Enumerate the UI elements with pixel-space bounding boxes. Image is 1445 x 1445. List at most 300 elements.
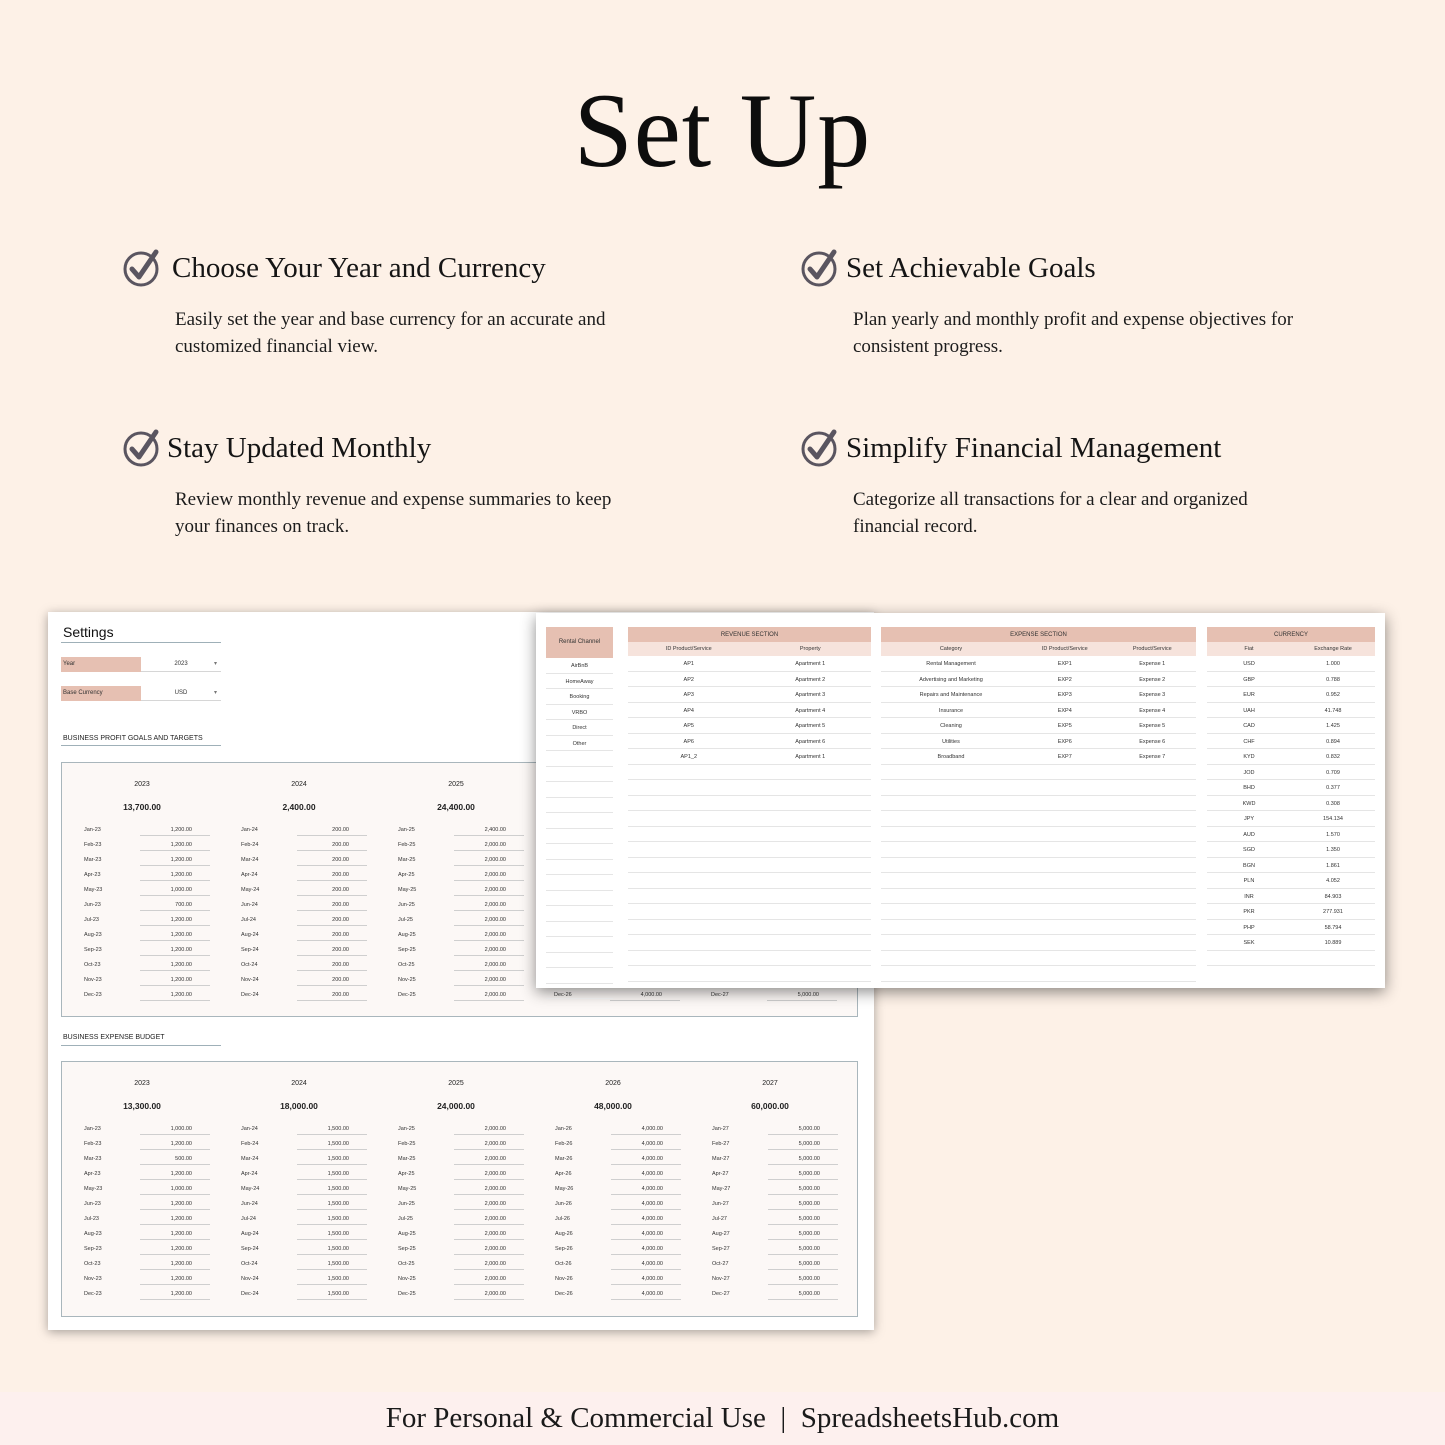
table-cell[interactable]: EXP7 (1057, 754, 1072, 760)
table-cell[interactable] (1021, 811, 1109, 826)
month-value[interactable]: 5,000.00 (798, 1201, 820, 1207)
table-cell[interactable]: 41.748 (1324, 707, 1342, 714)
table-cell[interactable] (881, 873, 1021, 888)
table-cell[interactable]: EXP2 (1057, 676, 1072, 683)
year-column (62, 763, 222, 1013)
table-cell[interactable] (546, 953, 613, 968)
month-value[interactable]: 1,200.00 (170, 992, 192, 998)
table-cell[interactable]: 1.861 (1326, 862, 1340, 869)
table-cell[interactable]: KWD (1242, 800, 1256, 807)
table-cell[interactable] (628, 889, 750, 904)
month-value[interactable]: 200.00 (332, 902, 349, 908)
table-cell[interactable]: Other (572, 740, 587, 747)
table-cell[interactable]: GBP (1243, 676, 1255, 683)
table-cell[interactable]: Apartment 4 (795, 707, 826, 714)
table-cell[interactable] (750, 765, 872, 780)
month-value[interactable]: 5,000.00 (798, 1246, 820, 1252)
table-cell[interactable]: EXP3 (1057, 692, 1072, 698)
month-value[interactable]: 1,200.00 (170, 1216, 192, 1222)
table-cell[interactable] (628, 935, 750, 950)
table-cell[interactable]: AirBnB (570, 663, 589, 669)
table-cell[interactable]: Booking (569, 694, 590, 700)
month-value[interactable]: 2,000.00 (484, 962, 506, 968)
table-cell[interactable] (628, 842, 750, 857)
month-row (376, 989, 531, 1004)
table-row (1207, 656, 1375, 672)
month-value[interactable]: 1,200.00 (170, 1246, 192, 1252)
month-value[interactable]: 2,000.00 (484, 1186, 506, 1192)
table-cell[interactable]: Apartment 1 (795, 754, 826, 760)
table-cell[interactable] (1021, 873, 1109, 888)
month-value[interactable]: 1,500.00 (327, 1216, 349, 1222)
month-value[interactable]: 2,000.00 (484, 947, 506, 953)
month-value[interactable]: 5,000.00 (798, 1291, 820, 1297)
table-cell[interactable] (881, 842, 1021, 857)
month-value[interactable]: 1,500.00 (327, 1156, 349, 1162)
table-cell[interactable]: Advertising and Marketing (919, 676, 983, 683)
table-cell[interactable]: 0.377 (1326, 785, 1340, 791)
month-value[interactable]: 2,000.00 (484, 932, 506, 938)
table-cell[interactable] (546, 751, 613, 766)
table-cell[interactable]: INR (1244, 893, 1254, 900)
month-value[interactable]: 2,000.00 (484, 872, 506, 878)
table-cell[interactable] (546, 968, 613, 983)
table-cell[interactable] (881, 796, 1021, 811)
month-value[interactable]: 4,000.00 (641, 1276, 663, 1282)
table-cell[interactable]: 1.000 (1326, 661, 1340, 667)
table-cell[interactable]: BGN (1243, 862, 1255, 869)
cell-underline (140, 1194, 210, 1195)
table-cell[interactable] (1021, 966, 1109, 981)
table-cell[interactable]: Utilities (942, 738, 960, 745)
month-value[interactable]: 4,000.00 (641, 1201, 663, 1207)
table-cell[interactable] (750, 873, 872, 888)
table-cell[interactable] (750, 935, 872, 950)
month-value[interactable]: 5,000.00 (798, 1126, 820, 1132)
table-cell[interactable] (1109, 811, 1197, 826)
month-value[interactable]: 1,200.00 (170, 1141, 192, 1147)
table-cell[interactable]: 154.134 (1323, 816, 1343, 822)
table-cell[interactable]: SGD (1243, 847, 1255, 853)
month-value[interactable]: 200.00 (332, 842, 349, 848)
table-cell[interactable] (1021, 904, 1109, 919)
month-value[interactable]: 2,400.00 (484, 827, 506, 833)
table-cell[interactable]: KYD (1243, 754, 1255, 760)
month-value[interactable]: 5,000.00 (798, 1216, 820, 1222)
table-cell[interactable] (1021, 951, 1109, 966)
table-cell[interactable]: EXP1 (1057, 661, 1072, 667)
month-row (533, 1123, 688, 1138)
table-cell[interactable] (750, 842, 872, 857)
table-cell[interactable]: VRBO (571, 709, 588, 716)
table-cell[interactable] (628, 904, 750, 919)
table-cell[interactable]: EXP6 (1057, 738, 1072, 745)
table-cell[interactable]: JPY (1243, 816, 1255, 822)
month-value[interactable]: 2,000.00 (484, 1216, 506, 1222)
table-cell[interactable] (1021, 827, 1109, 842)
table-cell[interactable]: PHP (1243, 924, 1255, 931)
table-cell[interactable] (628, 765, 750, 780)
table-cell[interactable] (881, 935, 1021, 950)
month-value[interactable]: 1,200.00 (170, 1201, 192, 1207)
table-cell[interactable] (1291, 951, 1375, 966)
table-cell[interactable] (750, 780, 872, 795)
table-cell[interactable] (1109, 889, 1197, 904)
table-cell[interactable]: AP2 (683, 676, 694, 683)
month-label: Jun-23 (84, 902, 101, 908)
month-value[interactable]: 5,000.00 (798, 1141, 820, 1147)
month-value[interactable]: 1,500.00 (327, 1231, 349, 1237)
month-value[interactable]: 2,000.00 (484, 857, 506, 863)
month-value[interactable]: 200.00 (332, 917, 349, 923)
table-cell[interactable] (1021, 765, 1109, 780)
table-cell[interactable] (546, 829, 613, 844)
month-value[interactable]: 2,000.00 (484, 1276, 506, 1282)
table-cell[interactable] (546, 875, 613, 890)
year-select[interactable] (141, 657, 221, 672)
table-cell[interactable]: HomeAway (565, 678, 594, 685)
month-value[interactable]: 200.00 (332, 992, 349, 998)
table-cell[interactable] (546, 798, 613, 813)
month-row (376, 869, 531, 884)
table-cell[interactable] (750, 966, 872, 981)
month-label: Jun-26 (555, 1201, 572, 1207)
table-cell[interactable]: AP4 (683, 707, 694, 714)
table-cell[interactable]: Expense 2 (1139, 676, 1166, 683)
table-cell[interactable]: Expense 6 (1139, 738, 1166, 745)
month-row (219, 1288, 374, 1303)
month-value[interactable]: 2,000.00 (484, 1171, 506, 1177)
month-label: Sep-23 (84, 1246, 102, 1252)
table-cell[interactable]: Apartment 5 (795, 723, 826, 729)
table-cell[interactable] (750, 904, 872, 919)
table-cell[interactable] (1109, 873, 1197, 888)
month-value[interactable]: 1,200.00 (170, 917, 192, 923)
cell-underline (768, 1299, 838, 1300)
month-value[interactable]: 1,200.00 (170, 1171, 192, 1177)
table-cell[interactable] (750, 827, 872, 842)
table-row (546, 829, 613, 845)
table-cell[interactable]: Expense 5 (1139, 723, 1166, 729)
table-cell[interactable] (1109, 951, 1197, 966)
table-cell[interactable]: 0.788 (1326, 676, 1340, 683)
month-value[interactable]: 2,000.00 (484, 1246, 506, 1252)
month-value[interactable]: 1,500.00 (327, 1186, 349, 1192)
cell-underline (768, 1254, 838, 1255)
table-cell[interactable] (628, 780, 750, 795)
table-row (1207, 951, 1375, 967)
month-value[interactable]: 5,000.00 (798, 1171, 820, 1177)
table-cell[interactable]: Broadband (937, 754, 965, 760)
feature-heading: Simplify Financial Management (846, 431, 1222, 464)
table-cell[interactable] (1021, 796, 1109, 811)
table-cell[interactable] (628, 920, 750, 935)
cell-underline (454, 955, 524, 956)
month-value[interactable]: 2,000.00 (484, 992, 506, 998)
table-row (881, 904, 1196, 920)
table-cell[interactable]: Apartment 6 (795, 738, 826, 745)
table-cell[interactable]: AP5 (683, 723, 694, 729)
table-cell[interactable]: USD (1243, 661, 1255, 667)
month-value[interactable]: 5,000.00 (798, 1156, 820, 1162)
table-cell[interactable]: BHD (1243, 785, 1255, 791)
table-cell[interactable]: 10.889 (1324, 940, 1342, 946)
table-cell[interactable] (881, 827, 1021, 842)
month-value[interactable]: 2,000.00 (484, 1126, 506, 1132)
table-cell[interactable] (1021, 842, 1109, 857)
month-value[interactable]: 1,500.00 (327, 1141, 349, 1147)
month-value[interactable]: 200.00 (332, 947, 349, 953)
table-cell[interactable]: AP1_2 (680, 754, 697, 760)
table-cell[interactable]: 0.832 (1326, 754, 1340, 760)
month-value[interactable]: 1,200.00 (170, 872, 192, 878)
month-value[interactable]: 200.00 (332, 872, 349, 878)
table-cell[interactable]: Apartment 3 (795, 692, 826, 698)
table-cell[interactable] (1021, 858, 1109, 873)
month-value[interactable]: 1,500.00 (327, 1276, 349, 1282)
table-cell[interactable] (881, 889, 1021, 904)
table-cell[interactable] (546, 860, 613, 875)
table-cell[interactable] (881, 966, 1021, 981)
month-value[interactable]: 2,000.00 (484, 977, 506, 983)
table-cell[interactable] (1109, 858, 1197, 873)
month-value[interactable]: 1,500.00 (327, 1126, 349, 1132)
month-value[interactable]: 5,000.00 (798, 1261, 820, 1267)
table-cell[interactable]: Expense 4 (1139, 707, 1166, 714)
table-cell[interactable]: Expense 7 (1139, 754, 1166, 760)
table-cell[interactable] (1109, 966, 1197, 981)
month-value[interactable]: 1,200.00 (170, 1291, 192, 1297)
table-cell[interactable] (1109, 827, 1197, 842)
month-value[interactable]: 5,000.00 (798, 1231, 820, 1237)
month-value[interactable]: 200.00 (332, 827, 349, 833)
table-cell[interactable]: 84.903 (1324, 893, 1342, 900)
table-cell[interactable]: 58.794 (1324, 924, 1342, 931)
table-cell[interactable] (881, 904, 1021, 919)
table-cell[interactable] (1021, 780, 1109, 795)
table-cell[interactable] (1109, 780, 1197, 795)
column-header: Product/Service (1132, 646, 1172, 652)
table-cell[interactable] (546, 906, 613, 921)
month-value[interactable]: 700.00 (175, 902, 192, 908)
month-value[interactable]: 1,200.00 (170, 947, 192, 953)
table-cell[interactable]: AUD (1243, 831, 1255, 838)
month-value[interactable]: 1,500.00 (327, 1171, 349, 1177)
table-cell[interactable]: 1.570 (1326, 831, 1340, 838)
month-value[interactable]: 1,200.00 (170, 842, 192, 848)
table-cell[interactable]: Apartment 1 (795, 661, 826, 667)
month-row (690, 1213, 845, 1228)
month-value[interactable]: 1,200.00 (170, 827, 192, 833)
month-value[interactable]: 4,000.00 (641, 1126, 663, 1132)
table-row (628, 904, 871, 920)
month-value[interactable]: 2,000.00 (484, 1291, 506, 1297)
table-cell[interactable]: Rental Management (926, 661, 976, 667)
table-cell[interactable] (628, 796, 750, 811)
table-cell[interactable] (750, 811, 872, 826)
month-value[interactable]: 2,000.00 (484, 1261, 506, 1267)
table-cell[interactable] (1021, 889, 1109, 904)
table-cell[interactable] (1109, 920, 1197, 935)
month-value[interactable]: 4,000.00 (641, 1156, 663, 1162)
table-cell[interactable] (750, 920, 872, 935)
month-value[interactable]: 200.00 (332, 977, 349, 983)
table-cell[interactable]: PKR (1243, 909, 1255, 915)
month-value[interactable]: 1,500.00 (327, 1261, 349, 1267)
table-cell[interactable] (750, 796, 872, 811)
month-row (62, 1183, 217, 1198)
table-cell[interactable]: 1.425 (1326, 723, 1340, 729)
month-value[interactable]: 1,500.00 (327, 1201, 349, 1207)
month-label: Aug-25 (398, 932, 416, 938)
table-row (546, 751, 613, 767)
table-cell[interactable] (546, 984, 613, 999)
table-cell[interactable] (1109, 796, 1197, 811)
month-value[interactable]: 200.00 (332, 857, 349, 863)
cell-underline (611, 1299, 681, 1300)
month-value[interactable]: 2,000.00 (484, 1201, 506, 1207)
table-cell[interactable]: Expense 1 (1139, 661, 1166, 667)
table-cell[interactable]: 0.709 (1326, 769, 1340, 776)
month-value[interactable]: 1,000.00 (170, 1126, 192, 1132)
table-cell[interactable]: 0.894 (1326, 738, 1340, 745)
table-cell[interactable] (1207, 951, 1291, 966)
month-value[interactable]: 200.00 (332, 887, 349, 893)
month-value[interactable]: 1,000.00 (170, 887, 192, 893)
table-cell[interactable]: EUR (1243, 692, 1255, 698)
month-value[interactable]: 1,500.00 (327, 1246, 349, 1252)
month-value[interactable]: 4,000.00 (641, 1246, 663, 1252)
month-value[interactable]: 1,200.00 (170, 977, 192, 983)
table-cell[interactable]: 4.052 (1326, 878, 1340, 884)
month-value[interactable]: 4,000.00 (640, 992, 662, 998)
table-cell[interactable]: PLN (1243, 878, 1255, 884)
table-cell[interactable]: JOD (1243, 769, 1255, 776)
dropdown-arrow-icon[interactable]: ▾ (213, 690, 217, 696)
dropdown-arrow-icon[interactable]: ▾ (213, 661, 217, 667)
month-value[interactable]: 1,200.00 (170, 962, 192, 968)
table-cell[interactable] (1109, 904, 1197, 919)
month-value[interactable]: 4,000.00 (641, 1141, 663, 1147)
table-cell[interactable] (1021, 935, 1109, 950)
table-cell[interactable] (750, 951, 872, 966)
month-value[interactable]: 1,200.00 (170, 1231, 192, 1237)
table-cell[interactable]: CAD (1243, 723, 1255, 729)
table-cell[interactable]: Cleaning (940, 723, 962, 729)
table-cell[interactable]: AP6 (683, 738, 694, 745)
table-cell[interactable]: 1.350 (1326, 847, 1340, 853)
table-cell[interactable]: Repairs and Maintenance (919, 692, 983, 698)
table-row (628, 765, 871, 781)
month-value[interactable]: 2,000.00 (484, 887, 506, 893)
table-cell[interactable] (881, 920, 1021, 935)
month-value[interactable]: 5,000.00 (798, 1186, 820, 1192)
table-cell[interactable] (546, 891, 613, 906)
table-cell[interactable]: 0.952 (1326, 692, 1340, 698)
table-cell[interactable]: EXP5 (1057, 723, 1072, 729)
table-cell[interactable] (628, 966, 750, 981)
table-cell[interactable]: 0.308 (1326, 800, 1340, 807)
table-cell[interactable] (1109, 842, 1197, 857)
table-cell[interactable] (546, 813, 613, 828)
table-cell[interactable] (546, 844, 613, 859)
cell-underline (140, 925, 210, 926)
month-value[interactable]: 1,200.00 (170, 1276, 192, 1282)
table-cell[interactable] (628, 811, 750, 826)
table-cell[interactable] (628, 827, 750, 842)
table-cell[interactable]: EXP4 (1057, 707, 1072, 714)
table-cell[interactable] (881, 951, 1021, 966)
month-value[interactable]: 1,200.00 (170, 932, 192, 938)
month-value[interactable]: 5,000.00 (798, 1276, 820, 1282)
table-cell[interactable] (546, 767, 613, 782)
month-row (533, 1153, 688, 1168)
table-cell[interactable] (881, 765, 1021, 780)
month-value[interactable]: 2,000.00 (484, 1141, 506, 1147)
table-cell[interactable] (628, 873, 750, 888)
table-cell[interactable]: AP3 (683, 692, 694, 698)
month-value[interactable]: 4,000.00 (641, 1171, 663, 1177)
month-value[interactable]: 500.00 (175, 1156, 192, 1162)
table-cell[interactable] (546, 937, 613, 952)
currency-select[interactable] (141, 686, 221, 701)
table-cell[interactable]: AP1 (683, 661, 694, 667)
month-value[interactable]: 200.00 (332, 932, 349, 938)
month-value[interactable]: 2,000.00 (484, 917, 506, 923)
table-cell[interactable]: Direct (572, 725, 587, 731)
month-value[interactable]: 4,000.00 (641, 1231, 663, 1237)
table-cell[interactable]: Apartment 2 (795, 676, 826, 683)
month-value[interactable]: 2,000.00 (484, 1156, 506, 1162)
month-value[interactable]: 5,000.00 (797, 992, 819, 998)
table-cell[interactable]: 277.931 (1323, 909, 1343, 915)
table-cell[interactable]: CHF (1243, 738, 1255, 745)
month-value[interactable]: 4,000.00 (641, 1261, 663, 1267)
month-value[interactable]: 200.00 (332, 962, 349, 968)
table-cell[interactable] (1109, 765, 1197, 780)
month-value[interactable]: 1,200.00 (170, 857, 192, 863)
table-cell[interactable] (750, 889, 872, 904)
month-value[interactable]: 4,000.00 (641, 1186, 663, 1192)
table-cell[interactable] (546, 922, 613, 937)
table-cell[interactable]: UAH (1243, 707, 1255, 714)
table-cell[interactable]: SEK (1243, 940, 1255, 946)
month-value[interactable]: 2,000.00 (484, 1231, 506, 1237)
month-row (219, 899, 374, 914)
month-row (62, 1123, 217, 1138)
table-cell[interactable] (881, 811, 1021, 826)
month-value[interactable]: 4,000.00 (641, 1216, 663, 1222)
table-cell[interactable] (1021, 920, 1109, 935)
cell-underline (768, 1194, 838, 1195)
table-cell[interactable]: Insurance (938, 707, 964, 714)
table-cell[interactable] (1109, 935, 1197, 950)
month-value[interactable]: 4,000.00 (641, 1291, 663, 1297)
table-cell[interactable]: Expense 3 (1139, 692, 1166, 698)
month-row (62, 1213, 217, 1228)
month-value[interactable]: 2,000.00 (484, 842, 506, 848)
month-value[interactable]: 2,000.00 (484, 902, 506, 908)
table-cell[interactable] (881, 780, 1021, 795)
month-value[interactable]: 1,000.00 (170, 1186, 192, 1192)
table-cell[interactable] (881, 858, 1021, 873)
month-value[interactable]: 1,200.00 (170, 1261, 192, 1267)
table-cell[interactable] (628, 858, 750, 873)
table-cell[interactable] (546, 782, 613, 797)
table-cell[interactable] (628, 951, 750, 966)
table-cell[interactable] (750, 858, 872, 873)
month-value[interactable]: 1,500.00 (327, 1291, 349, 1297)
